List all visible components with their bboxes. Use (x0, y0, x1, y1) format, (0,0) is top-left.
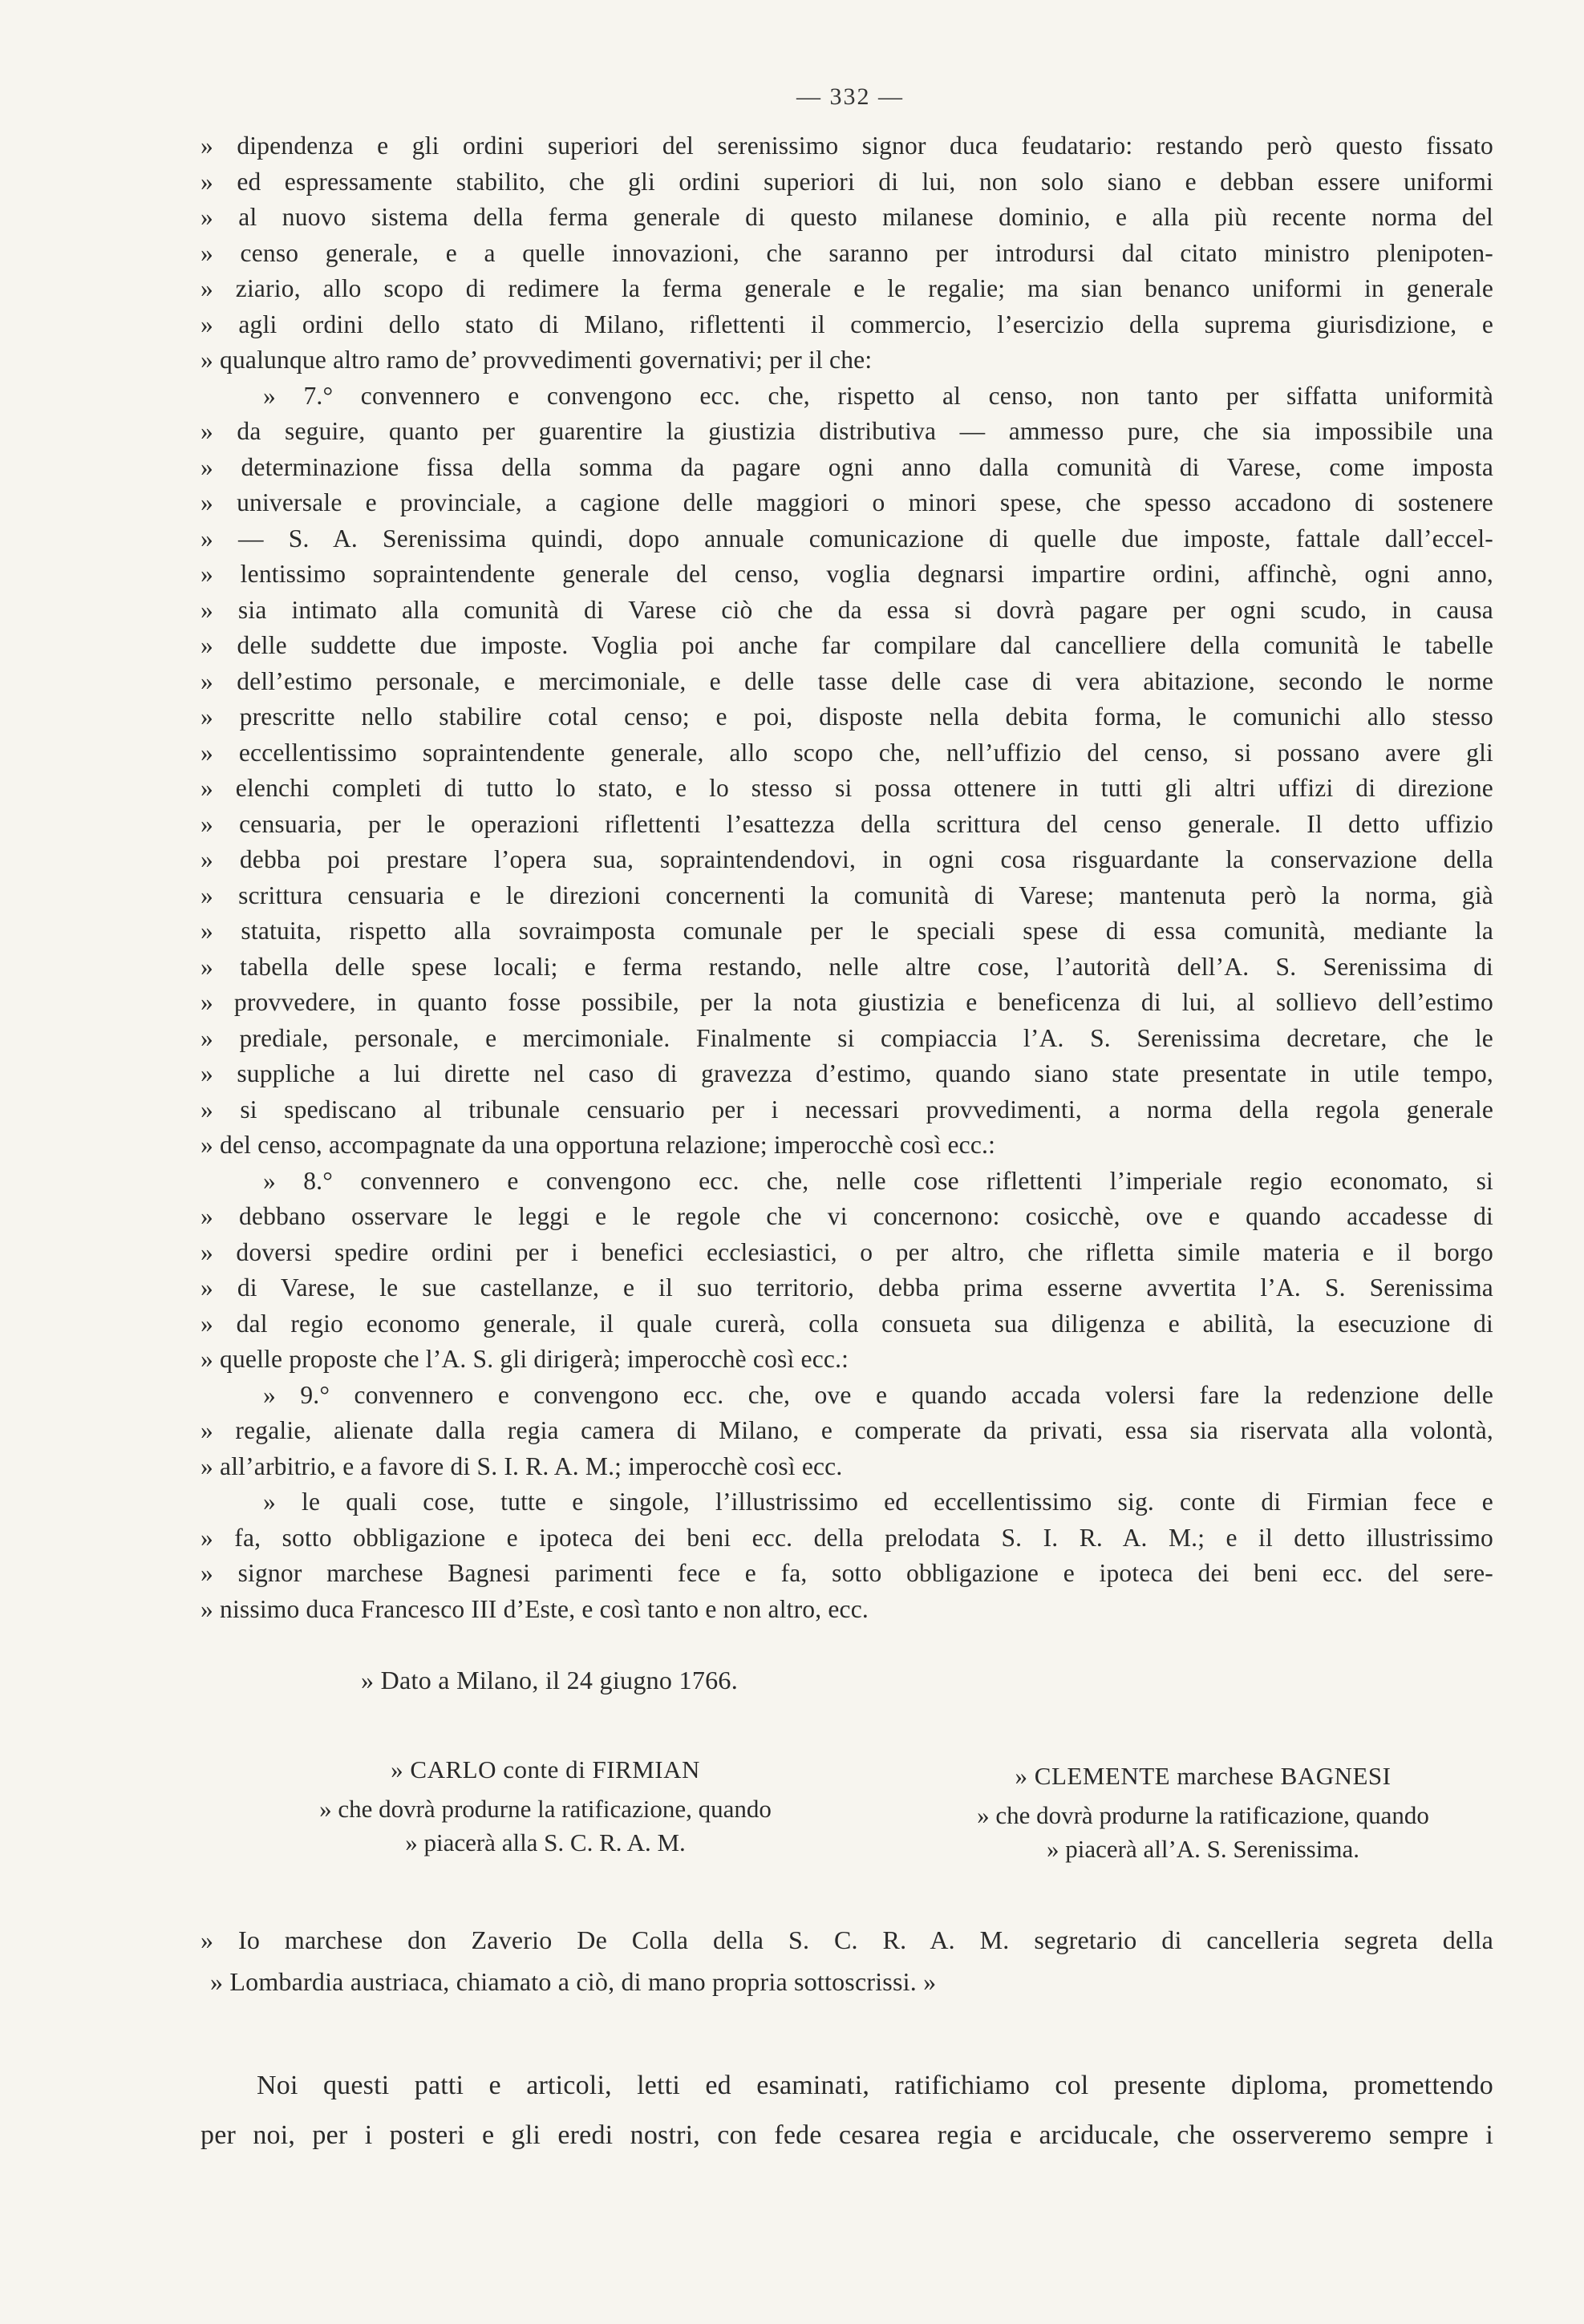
signature-firmian (257, 1748, 834, 1859)
text-line: » universale e provinciale, a cagione delle maggiori o minori spese, che spesso accadono di sostenere (201, 488, 1493, 516)
text-line: » eccellentissimo sopraintendente generale, allo scopo che, nell’uffizio del censo, si possano avere gli (201, 738, 1493, 767)
text-line: » nissimo duca Francesco III d’Este, e così tanto e non altro, ecc. (201, 1594, 869, 1623)
text-line: » statuita, rispetto alla sovraimposta comunale per le speciali spese di essa comunità, mediante la (201, 917, 1493, 945)
text-line: » suppliche a lui dirette nel caso di gravezza d’estimo, quando siano state presentate in utile tempo, (201, 1059, 1493, 1087)
secretary-attestation (201, 1919, 1493, 2002)
text-line: » determinazione fissa della somma da pagare ogni anno dalla comunità di Varese, come imposta (201, 452, 1493, 481)
text-line: » scrittura censuaria e le direzioni concernenti la comunità di Varese; mantenuta però la norma, già (201, 881, 1493, 909)
text-line: » fa, sotto obbligazione e ipoteca dei beni ecc. della prelodata S. I. R. A. M.; e il detto illustrissimo (201, 1523, 1493, 1552)
text-line: » del censo, accompagnate da una opportuna relazione; imperocchè così ecc.: (201, 1131, 996, 1159)
text-line: » Io marchese don Zaverio De Colla della S. C. R. A. M. segretario di cancelleria segreta della (201, 1925, 1493, 1954)
text-line: » dipendenza e gli ordini superiori del serenissimo signor duca feudatario: restando però questo fissato (201, 132, 1493, 160)
text-line: » debba poi prestare l’opera sua, sopraintendendovi, in ogni cosa risguardante la conservazione della (201, 845, 1493, 873)
text-line: » ziario, allo scopo di redimere la ferma generale e le regalie; ma sian benanco uniformi in generale (201, 274, 1493, 302)
text-line: » prediale, personale, e mercimoniale. Finalmente si compiaccia l’A. S. Serenissima decretare, che le (201, 1023, 1493, 1052)
text-line: per noi, per i posteri e gli eredi nostri, con fede cesarea regia e arciducale, che osserveremo sempre i (201, 2120, 1493, 2150)
text-line: » censo generale, e a quelle innovazioni, che saranno per introdursi dal citato ministro plenipoten- (201, 238, 1493, 267)
signature-note-line: » piacerà alla S. C. R. A. M. (405, 1828, 686, 1856)
text-line: Noi questi patti e articoli, letti ed esaminati, ratifichiamo col presente diploma, promettendo (257, 2071, 1493, 2100)
text-line: » prescritte nello stabilire cotal censo; e poi, disposte nella debita forma, le comunichi allo stesso (201, 702, 1493, 731)
text-line: » provvedere, in quanto fosse possibile, per la nota giustizia e beneficenza di lui, al sollievo dell’estimo (201, 988, 1493, 1016)
text-line: » elenchi completi di tutto lo stato, e lo stesso si possa ottenere in tutti gli altri uffizi di direzione (201, 774, 1493, 802)
text-line: » all’arbitrio, e a favore di S. I. R. A. M.; imperocchè così ecc. (201, 1451, 843, 1480)
signature-bagnesi (898, 1755, 1508, 1865)
text-line: » quelle proposte che l’A. S. gli dirigerà; imperocchè così ecc.: (201, 1345, 849, 1373)
text-line: » al nuovo sistema della ferma generale di questo milanese dominio, e alla più recente norma del (201, 203, 1493, 231)
text-line: » dell’estimo personale, e mercimoniale, e delle tasse delle case di vera abitazione, secondo le norme (201, 666, 1493, 695)
text-line: » censuaria, per le operazioni riflettenti l’esattezza della scrittura del censo generale. Il detto uffizio (201, 809, 1493, 838)
signature-name: » CARLO conte di FIRMIAN (391, 1755, 700, 1783)
text-line: » doversi spedire ordini per i benefici ecclesiastici, o per altro, che rifletta simile materia e il borgo (201, 1237, 1493, 1266)
text-line: » delle suddette due imposte. Voglia poi anche far compilare dal cancelliere della comunità le tabelle (201, 631, 1493, 659)
text-line: » 8.° convennero e convengono ecc. che, nelle cose riflettenti l’imperiale regio economato, si (263, 1166, 1493, 1195)
treaty-articles-text (201, 128, 1493, 1627)
signature-note-line: » che dovrà produrne la ratificazione, quando (319, 1795, 772, 1823)
page-number: — 332 — (796, 83, 904, 110)
text-line: » le quali cose, tutte e singole, l’illustrissimo ed eccellentissimo sig. conte di Firmian fece e (263, 1488, 1493, 1516)
signature-name: » CLEMENTE marchese BAGNESI (1015, 1762, 1392, 1790)
text-line: » — S. A. Serenissima quindi, dopo annuale comunicazione di quelle due imposte, fattale dall’eccel- (201, 524, 1493, 553)
text-line: » sia intimato alla comunità di Varese ciò che da essa si dovrà pagare per ogni scudo, in causa (201, 595, 1493, 624)
text-line: » agli ordini dello stato di Milano, riflettenti il commercio, l’esercizio della suprema giurisdizione, e (201, 310, 1493, 338)
text-line: » di Varese, le sue castellanze, e il suo territorio, debba prima esserne avvertita l’A. S. Serenissima (201, 1273, 1493, 1302)
text-line: » qualunque altro ramo de’ provvedimenti governativi; per il che: (201, 346, 873, 374)
signature-note-line: » che dovrà produrne la ratificazione, quando (977, 1801, 1429, 1829)
text-line: » lentissimo sopraintendente generale del censo, voglia degnarsi impartire ordini, affinchè, ogni anno, (201, 560, 1493, 588)
text-line: » tabella delle spese locali; e ferma restando, nelle altre cose, l’autorità dell’A. S. Serenissima di (201, 952, 1493, 981)
text-line: » regalie, alienate dalla regia camera di Milano, e comperate da privati, essa sia riservata alla volontà, (201, 1416, 1493, 1444)
text-line: » Lombardia austriaca, chiamato a ciò, di mano propria sottoscrissi. » (210, 1967, 937, 1996)
date-line: » Dato a Milano, il 24 giugno 1766. (361, 1666, 739, 1694)
text-line: » 9.° convennero e convengono ecc. che, ove e quando accada volersi fare la redenzione delle (263, 1380, 1493, 1409)
ratification-paragraph (201, 2061, 1493, 2160)
text-line: » ed espressamente stabilito, che gli ordini superiori di lui, non solo siano e debban essere uniformi (201, 167, 1493, 196)
text-line: » 7.° convennero e convengono ecc. che, rispetto al censo, non tanto per siffatta uniformità (263, 381, 1493, 410)
text-line: » si spediscano al tribunale censuario per i necessari provvedimenti, a norma della regola generale (201, 1095, 1493, 1124)
signature-note-line: » piacerà all’A. S. Serenissima. (1047, 1835, 1359, 1863)
text-line: » da seguire, quanto per guarentire la giustizia distributiva — ammesso pure, che sia impossibile una (201, 417, 1493, 445)
text-line: » dal regio economo generale, il quale curerà, colla consueta sua diligenza e abilità, la esecuzione di (201, 1309, 1493, 1338)
text-line: » debbano osservare le leggi e le regole che vi concernono: cosicchè, ove e quando accadesse di (201, 1202, 1493, 1230)
text-line: » signor marchese Bagnesi parimenti fece e fa, sotto obbligazione e ipoteca dei beni ecc. del sere- (201, 1559, 1493, 1587)
